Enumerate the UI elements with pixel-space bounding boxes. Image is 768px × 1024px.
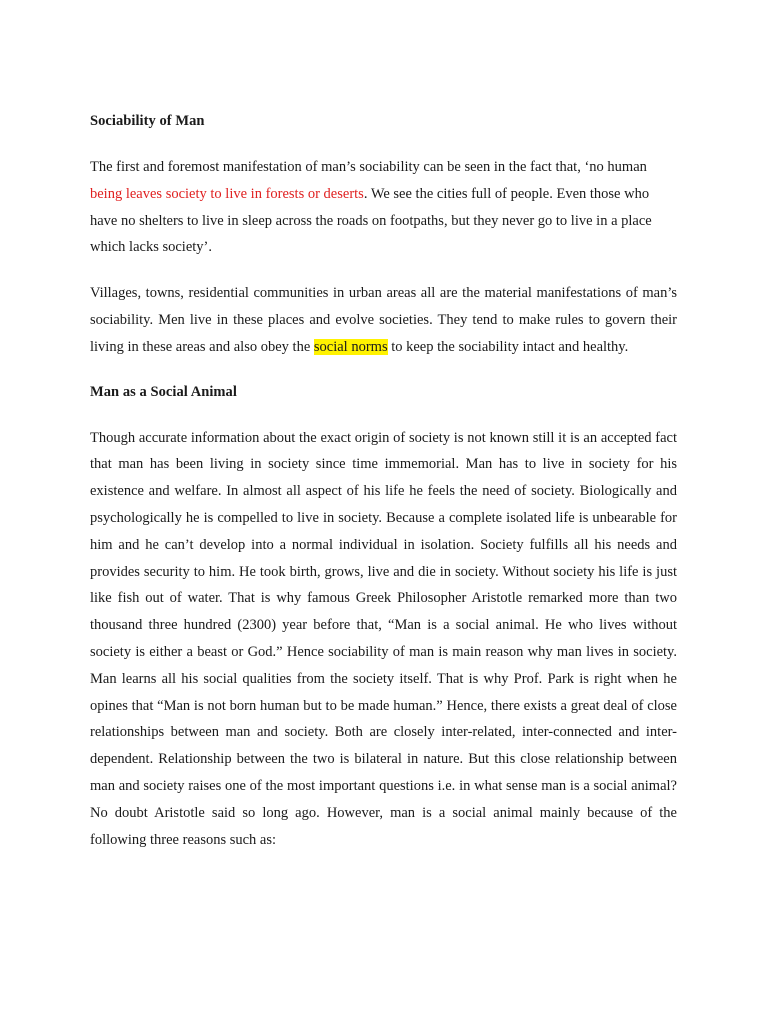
red-text-run: being leaves society to live in forests or deserts bbox=[90, 185, 364, 202]
text-run: . We see the cities full of people. Even those who have no shelters to live in sleep across the roads on footpaths, but they never go to live in a place which lacks society’. bbox=[90, 185, 652, 256]
text-run: to keep the sociability intact and healthy. bbox=[387, 338, 629, 355]
paragraph-social-animal: Though accurate information about the exact origin of society is not known still it is an accepted fact that man has been living in society since time immemorial. Man has to live in society for his existence and welfare. In almost all aspect of his life he feels the need of society. Biologically and psychologically he is compelled to live in society. Because a complete isolated life is unbearable for him and he can’t develop into a normal individual in isolation. Society fulfills all his needs and provides security to him. He took birth, grows, live and die in society. Without society his life is just like fish out of water. That is why famous Greek Philosopher Aristotle remarked more than two thousand three hundred (2300) year before that, “Man is a social animal. He who lives without society is either a beast or God.” Hence sociability of man is main reason why man lives in society. Man learns all his social qualities from the society itself. That is why Prof. Park is right when he opines that “Man is not born human but to be made human.” Hence, there exists a great deal of close relationships between man and society. Both are closely inter-related, inter-connected and inter-dependent. Relationship between the two is bilateral in nature. But this close relationship between man and society raises one of the most important questions i.e. in what sense man is a social animal? No doubt Aristotle said so long ago. However, man is a social animal mainly because of the following three reasons such as: bbox=[90, 429, 677, 848]
document-body bbox=[90, 108, 677, 853]
text-run: Villages, towns, residential communities in urban areas all are the material manifestations of man’s sociability. Men live in these places and evolve societies. They tend to make rules to govern their living in these areas and also obey the bbox=[90, 285, 677, 355]
paragraph-sociability-1 bbox=[90, 154, 677, 261]
paragraph-sociability-2 bbox=[90, 280, 677, 360]
section-heading-social-animal: Man as a Social Animal bbox=[90, 383, 237, 400]
highlighted-text-run: social norms bbox=[313, 338, 388, 355]
section-heading-sociability: Sociability of Man bbox=[90, 113, 205, 129]
text-run: The first and foremost manifestation of man’s sociability can be seen in the fact that, ‘no human bbox=[90, 159, 647, 175]
